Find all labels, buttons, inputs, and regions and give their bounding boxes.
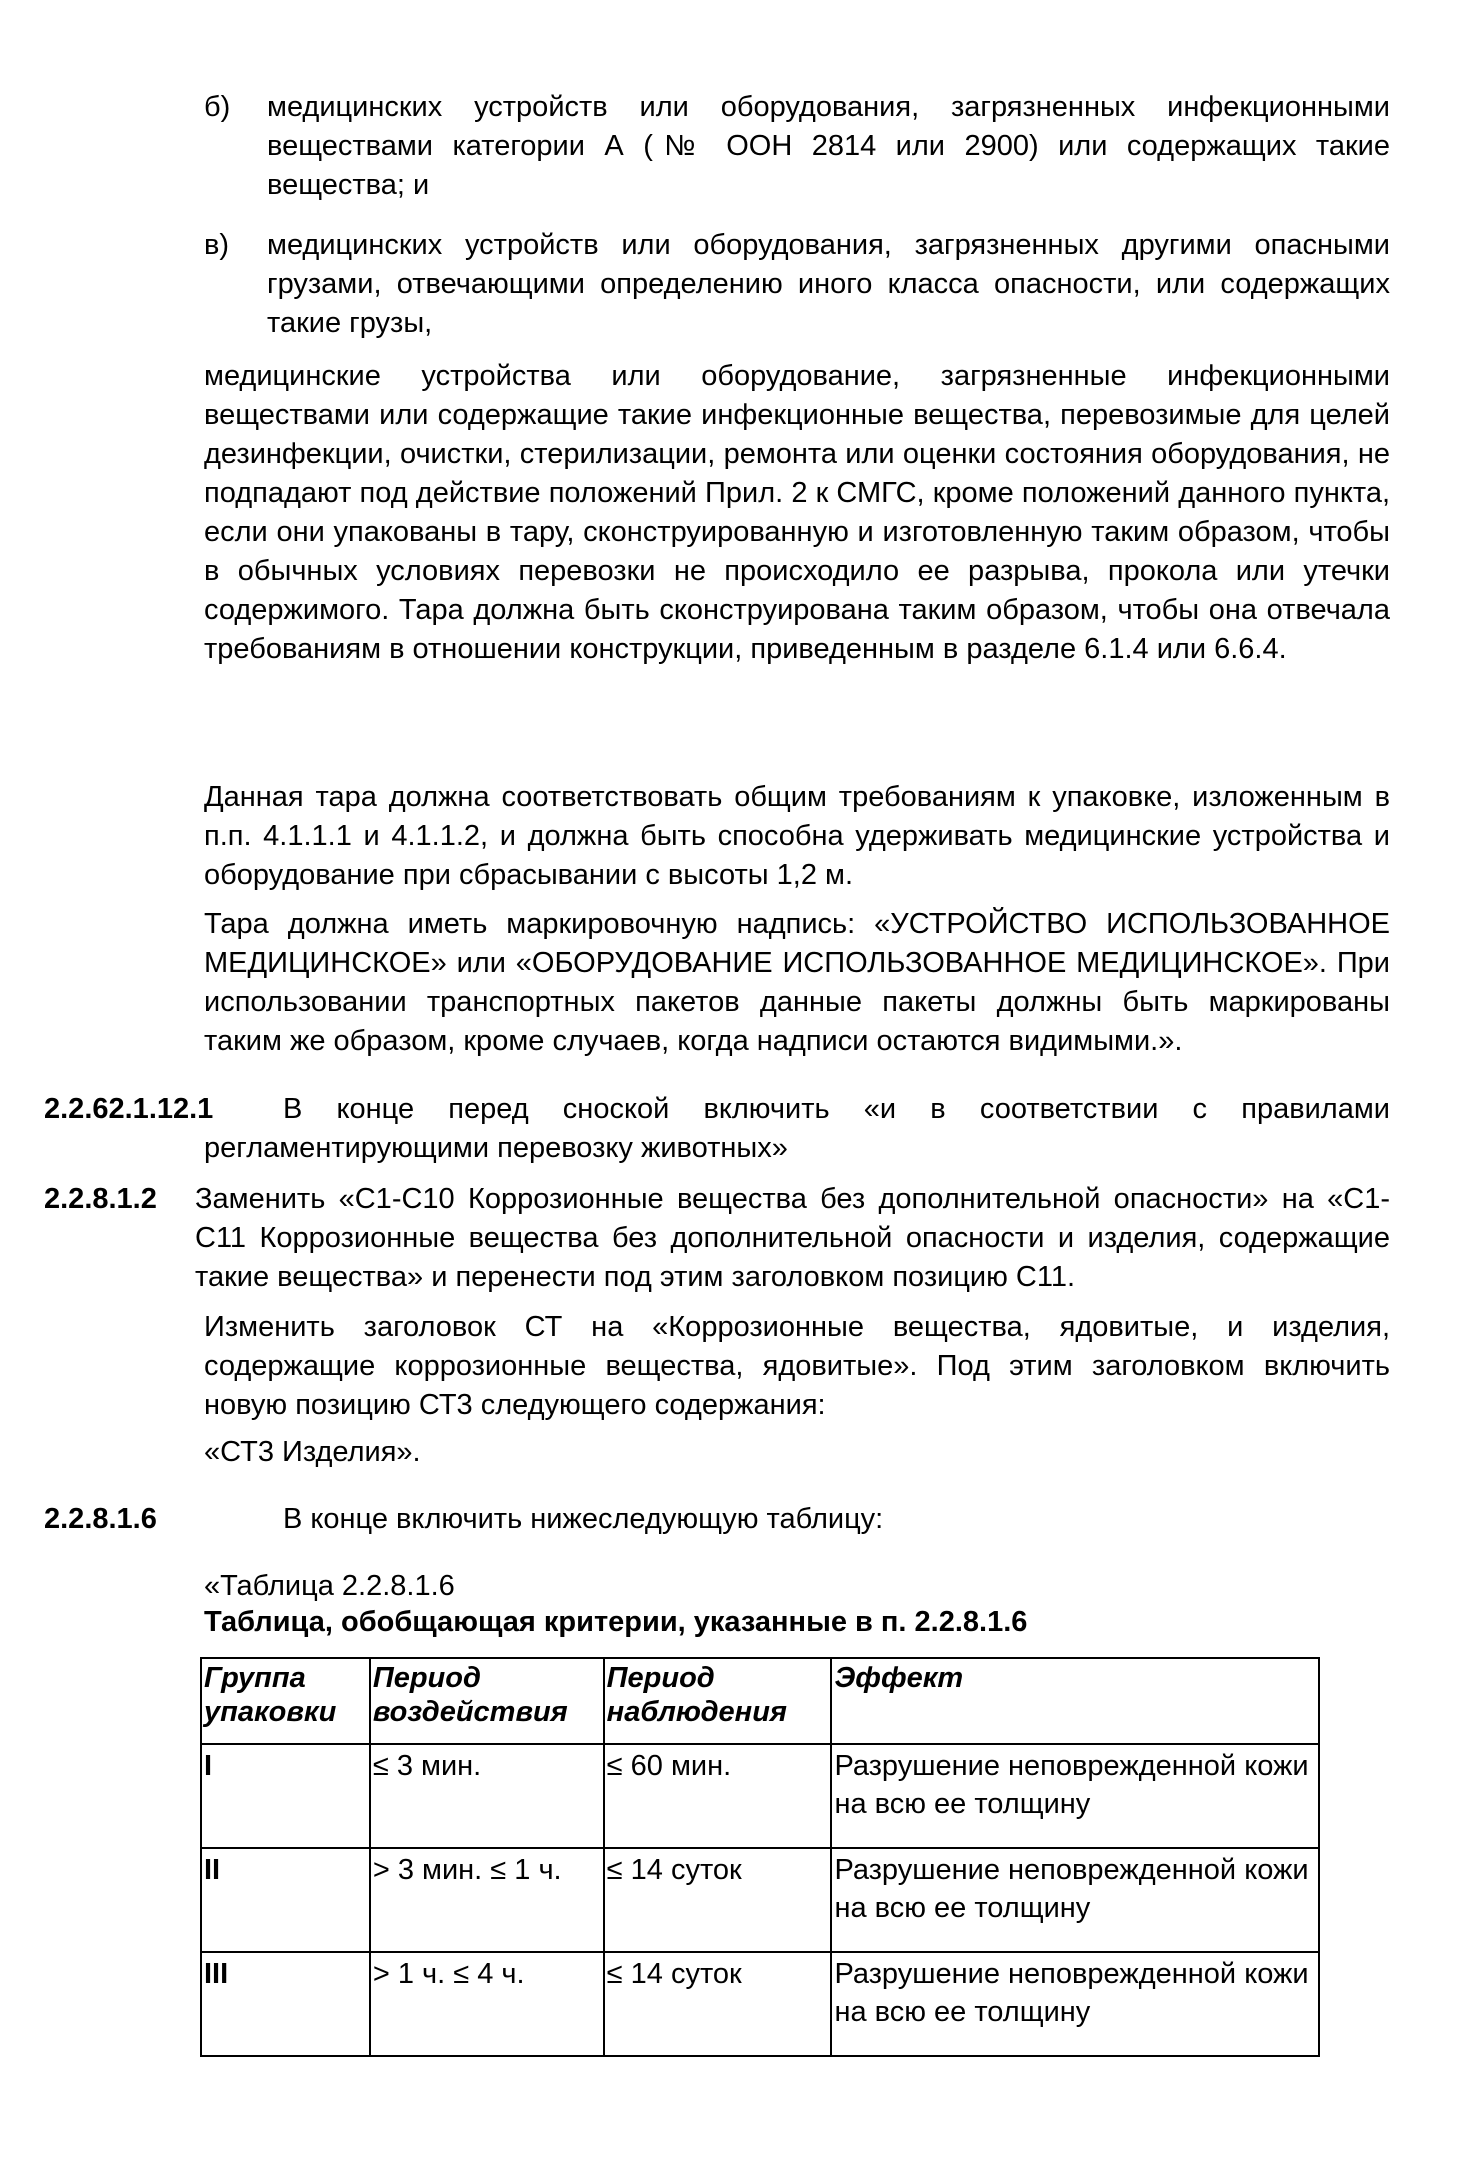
header-exposure-period: Период воздействия [370,1658,604,1744]
list-item-label: б) [204,91,231,123]
cell-effect: Разрушение неповрежденной кожи на всю ее толщину [831,1952,1319,2056]
cell-effect: Разрушение неповрежденной кожи на всю ее толщину [831,1848,1319,1952]
header-effect: Эффект [831,1658,1319,1744]
header-observation-period: Период наблюдения [604,1658,832,1744]
list-item-text: медицинских устройств или оборудования, загрязненных инфекционными веществами категории А (№ ООН 2814 или 2900) или содержащих такие вещества; и [267,91,1390,201]
paragraph-devices: медицинские устройства или оборудование, загрязненные инфекционными веществами или содержащие такие инфекционные вещества, перевозимые для целей дезинфекции, очистки, стерилизации, ремонта или оценки состояния оборудования, не подпадают под действие положений Прил. 2 к СМГС, кроме положений данного пункта, если они упакованы в тару, сконструированную и изготовленную таким образом, чтобы в обычных условиях перевозки не происходило ее разрыва, прокола или утечки содержимого. Тара должна быть сконструирована таким образом, чтобы она отвечала требованиям в отношении конструкции, приведенным в разделе 6.1.4 или 6.6.4. [204,360,1390,665]
table-row [201,1744,1319,1848]
paragraph-ct3: «СТ3 Изделия». [204,1436,421,1468]
table-title: Таблица, обобщающая критерии, указанные в п. 2.2.8.1.6 [204,1606,1028,1638]
cell-effect: Разрушение неповрежденной кожи на всю ее толщину [831,1744,1319,1848]
cell-exposure-period: > 3 мин. ≤ 1 ч. [370,1848,604,1952]
paragraph-ct-heading: Изменить заголовок СТ на «Коррозионные вещества, ядовитые, и изделия, содержащие коррозионные вещества, ядовитые». Под этим заголовком включить новую позицию СТ3 следующего содержания: [204,1311,1390,1421]
cell-exposure-period: ≤ 3 мин. [370,1744,604,1848]
cell-observation-period: ≤ 60 мин. [604,1744,832,1848]
header-packing-group: Группа упаковки [201,1658,370,1744]
cell-packing-group: III [201,1952,370,2056]
paragraph-marking: Тара должна иметь маркировочную надпись: «УСТРОЙСТВО ИСПОЛЬЗОВАННОЕ МЕДИЦИНСКОЕ» или «ОБОРУДОВАНИЕ ИСПОЛЬЗОВАННОЕ МЕДИЦИНСКОЕ». При использовании транспортных пакетов данные пакеты должны быть маркированы таким же образом, кроме случаев, когда надписи остаются видимыми.». [204,908,1390,1057]
section-text: В конце перед сноской включить «и в соответствии с правилами регламентирующими перевозку животных» [204,1093,1390,1164]
table-row [201,1952,1319,2056]
criteria-table [200,1657,1320,2057]
cell-packing-group: I [201,1744,370,1848]
section-text: В конце включить нижеследующую таблицу: [283,1503,884,1535]
table-header-row [201,1658,1319,1744]
table-row [201,1848,1319,1952]
section-number: 2.2.8.1.6 [44,1503,157,1535]
cell-exposure-period: > 1 ч. ≤ 4 ч. [370,1952,604,2056]
cell-observation-period: ≤ 14 суток [604,1848,832,1952]
list-item-label: в) [204,229,230,261]
section-number: 2.2.62.1.12.1 [44,1093,214,1125]
section-text: Заменить «С1-С10 Коррозионные вещества без дополнительной опасности» на «С1-С11 Коррозионные вещества без дополнительной опасности и изделия, содержащие такие вещества» и перенести под этим заголовком позицию С11. [195,1183,1390,1293]
table-caption: «Таблица 2.2.8.1.6 [204,1570,455,1602]
cell-packing-group: II [201,1848,370,1952]
section-number: 2.2.8.1.2 [44,1183,157,1215]
paragraph-packaging: Данная тара должна соответствовать общим требованиям к упаковке, изложенным в п.п. 4.1.1.1 и 4.1.1.2, и должна быть способна удерживать медицинские устройства и оборудование при сбрасывании с высоты 1,2 м. [204,781,1390,891]
list-item-text: медицинских устройств или оборудования, загрязненных другими опасными грузами, отвечающими определению иного класса опасности, или содержащих такие грузы, [267,229,1390,339]
cell-observation-period: ≤ 14 суток [604,1952,832,2056]
